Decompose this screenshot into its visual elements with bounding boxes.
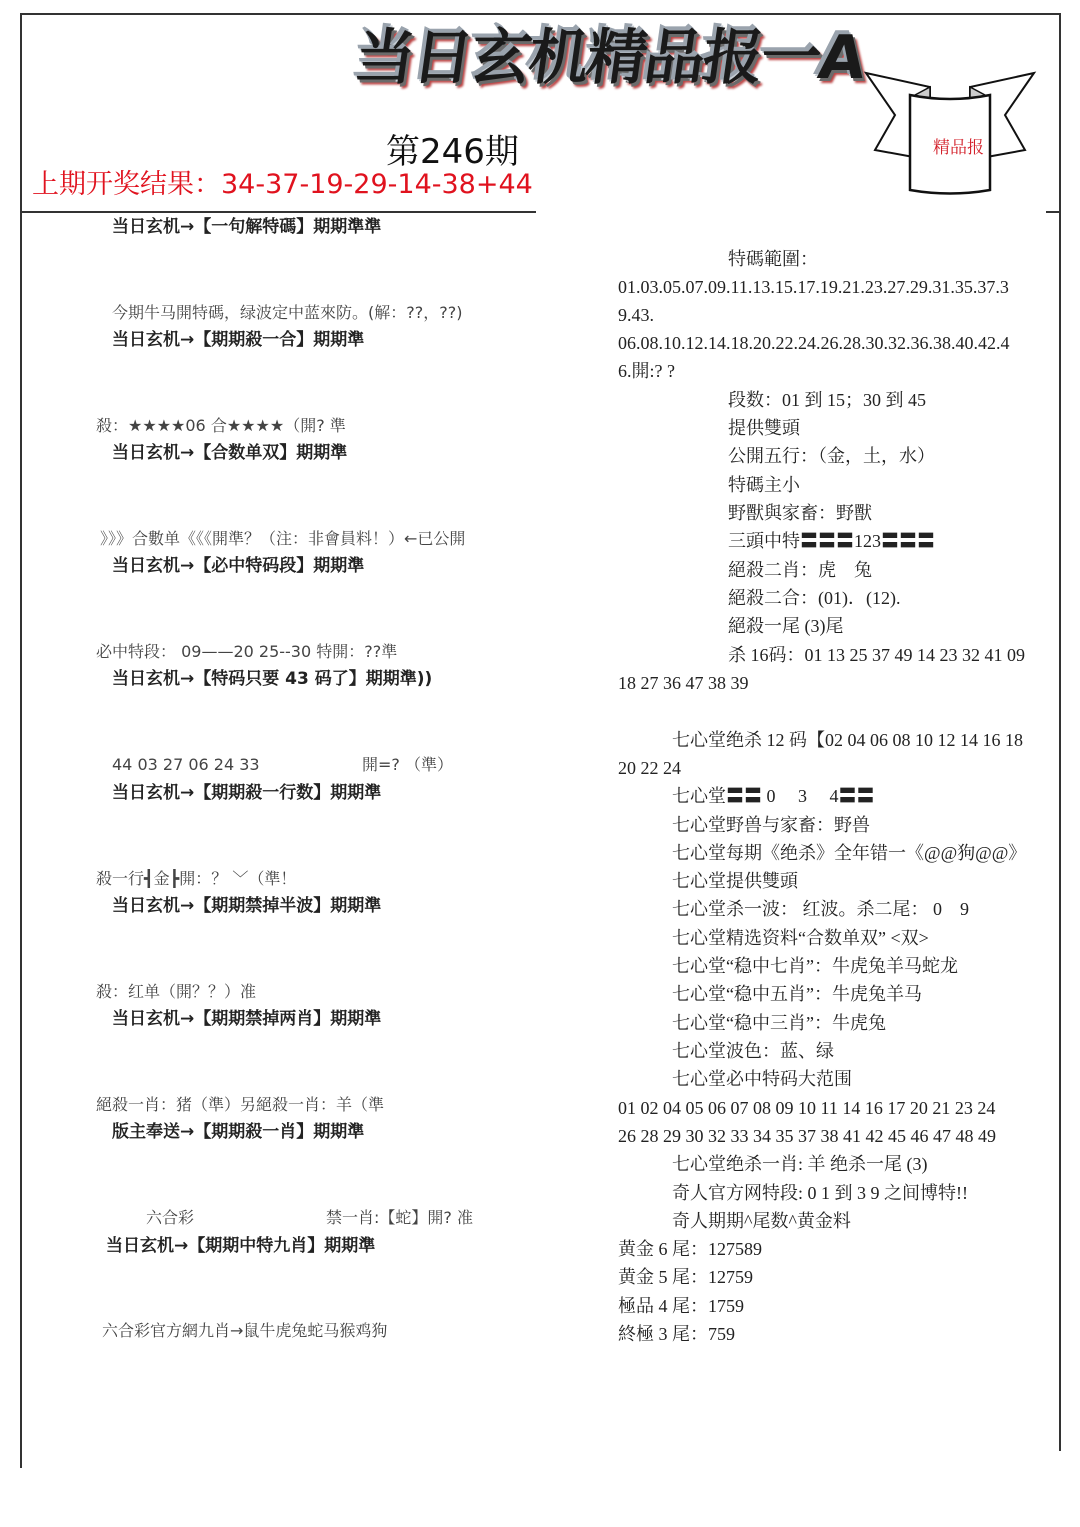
right-line: 黄金 5 尾：12759 — [618, 1267, 753, 1287]
masthead-title: 当日玄机精品报一A — [350, 23, 869, 93]
right-line: 特碼主小 — [728, 475, 800, 495]
header-divider-tick — [1046, 211, 1060, 213]
right-line: 杀 16码：01 13 25 37 49 14 23 32 41 09 — [728, 645, 1025, 665]
right-line: 七心堂必中特码大范围 — [672, 1069, 852, 1089]
section-content: 必中特段： 09——20 25--30 特開：??準 — [96, 642, 398, 661]
right-line: 01.03.05.07.09.11.13.15.17.19.21.23.27.29.31.35.37.3 — [618, 277, 1009, 297]
section-content: 》》》合數单《《《開準？（注：非會員料！）←已公開 — [100, 529, 466, 548]
section-content: 44 03 27 06 24 33 — [112, 755, 260, 774]
right-line: 終極 3 尾：759 — [618, 1324, 735, 1344]
page-border-right — [1059, 13, 1061, 1451]
right-line: 9.43. — [618, 305, 654, 325]
right-line: 七心堂杀一波： 红波。杀二尾： 0 9 — [672, 899, 969, 919]
section-content: 殺：★★★★06 合★★★★（開? 準 — [96, 416, 346, 435]
page-border-left — [20, 13, 22, 1468]
section-content: 殺一行┫金┣開：？ ﹀（準！ — [96, 869, 297, 888]
right-line: 段数：01 到 15；30 到 45 — [728, 390, 926, 410]
right-line: 三頭中特〓〓〓123〓〓〓 — [728, 531, 935, 551]
right-line: 野獸與家畜：野獸 — [728, 503, 872, 523]
badge-label: 精品报 — [933, 138, 984, 158]
right-line: 奇人官方网特段: 0 1 到 3 9 之间博特!! — [672, 1183, 968, 1203]
header-divider — [21, 211, 536, 213]
right-line: 七心堂“稳中三肖”：牛虎兔 — [672, 1013, 886, 1033]
right-line: 七心堂〓〓 0 3 4〓〓 — [672, 786, 875, 806]
right-line: 極品 4 尾：1759 — [618, 1296, 744, 1316]
right-line: 七心堂每期《绝杀》全年错一《@@狗@@》 — [672, 843, 1027, 863]
right-line: 絕殺二肖：虎 兔 — [728, 560, 872, 580]
section-content: 殺：红单（開？？）准 — [96, 982, 257, 1001]
right-line: 奇人期期^尾数^黄金料 — [672, 1211, 851, 1231]
right-line: 絕殺一尾 (3)尾 — [728, 616, 844, 636]
section-heading: 当日玄机→【合数单双】期期準 — [112, 443, 348, 463]
right-line: 七心堂波色：蓝、绿 — [672, 1041, 834, 1061]
right-line: 七心堂绝杀 12 码【02 04 06 08 10 12 14 16 18 — [672, 730, 1023, 750]
last-result — [32, 162, 533, 201]
section-content-right: 開=? （準） — [362, 755, 453, 774]
right-line: 絕殺二合：(01)．(12). — [728, 588, 901, 608]
last-result-numbers: 34-37-19-29-14-38+44 — [221, 169, 533, 200]
section-heading: 当日玄机→【期期禁掉两肖】期期準 — [112, 1009, 382, 1029]
right-line: 20 22 24 — [618, 758, 681, 778]
section-heading: 当日玄机→【期期殺一行数】期期準 — [112, 783, 382, 803]
right-line: 6.開:? ? — [618, 361, 675, 381]
right-line: 七心堂野兽与家畜：野兽 — [672, 815, 870, 835]
section-content-right: 禁一肖:【蛇】開? 准 — [326, 1208, 473, 1227]
section-content: 絕殺一肖：猪（準）另絕殺一肖：羊（準 — [96, 1095, 385, 1114]
section-content: 六合彩 — [146, 1208, 195, 1227]
right-line: 七心堂精选资料“合数单双” <双> — [672, 928, 929, 948]
right-line: 提供雙頭 — [728, 418, 800, 438]
section-heading: 当日玄机→【特码只要 43 码了】期期準)) — [112, 669, 433, 689]
section-content: 今期牛马開特碼，绿波定中蓝來防。(解：??，??) — [112, 303, 463, 322]
section-heading: 当日玄机→【期期殺一合】期期準 — [112, 330, 365, 350]
right-line: 七心堂提供雙頭 — [672, 871, 798, 891]
right-line: 黄金 6 尾：127589 — [618, 1239, 762, 1259]
right-line: 特碼範圍： — [728, 249, 818, 269]
section-heading: 当日玄机→【必中特码段】期期準 — [112, 556, 365, 576]
last-result-label: 上期开奖结果： — [32, 169, 221, 200]
right-line: 七心堂“稳中七肖”：牛虎兔羊马蛇龙 — [672, 956, 958, 976]
section-heading: 版主奉送→【期期殺一肖】期期準 — [112, 1122, 365, 1142]
issue-number: 第246期 — [386, 132, 519, 172]
right-line: 公開五行：（金，土，水） — [728, 446, 935, 466]
right-line: 26 28 29 30 32 33 34 35 37 38 41 42 45 46 47 48 49 — [618, 1126, 996, 1146]
right-line: 七心堂“稳中五肖”：牛虎兔羊马 — [672, 984, 922, 1004]
section-heading: 当日玄机→【期期禁掉半波】期期準 — [112, 896, 382, 916]
section-content: 六合彩官方網九肖→鼠牛虎兔蛇马猴鸡狗 — [102, 1321, 388, 1340]
right-line: 18 27 36 47 38 39 — [618, 673, 749, 693]
right-line: 01 02 04 05 06 07 08 09 10 11 14 16 17 20 21 23 24 — [618, 1098, 996, 1118]
section-heading: 当日玄机→【一句解特碼】期期準準 — [112, 217, 382, 237]
page-border-top — [21, 13, 1061, 15]
section-heading: 当日玄机→【期期中特九肖】期期準 — [106, 1236, 376, 1256]
right-line: 七心堂绝杀一肖: 羊 绝杀一尾 (3) — [672, 1154, 928, 1174]
right-line: 06.08.10.12.14.18.20.22.24.26.28.30.32.36.38.40.42.4 — [618, 333, 1010, 353]
